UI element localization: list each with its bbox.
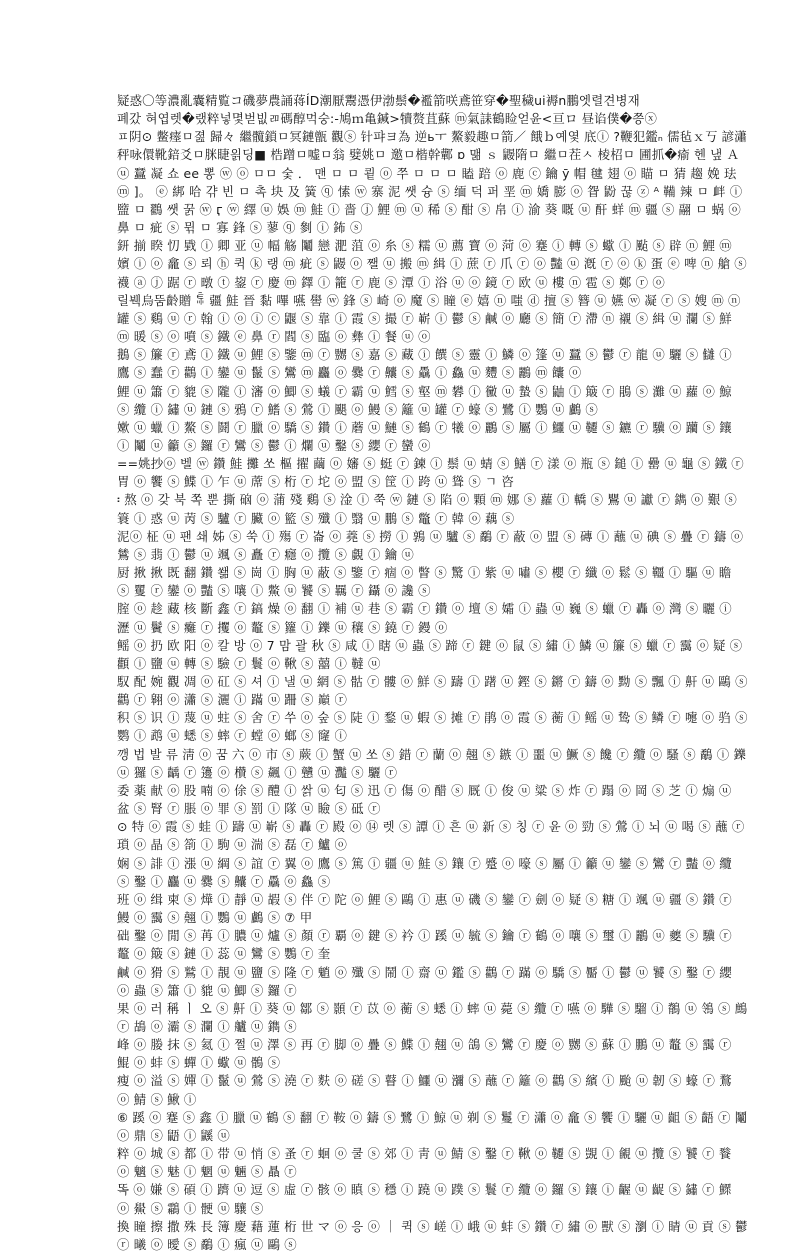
paragraph: 疑惑〇等濃亂囊精覧コ磯夢農誦蒋ÍD潮厭鬻憑伊渤鬃�襤箭咲鳶笹穿�聖穢ui褥n鵬엣렬견병재 <box>117 93 640 108</box>
paragraph: 鈃 揃 睽 忉 戥 ⓘ 卿 亚 ⓤ 幅 觞 鬮 戀 淝 菹 ⓞ 糸 ⓢ 糯 ⓤ 薦 寶 ⓞ 菏 ⓞ 蹇 ⓘ 轉 ⓢ 蠍 ⓘ 颭 ⓢ 辟 ⓝ 鯉 ⓜ 嬪 ⓘ ⓞ 龕 ⓢ 뢰 ⓗ 퀵 ⓚ 랭 ⓜ 疵 ⓢ 鼹 ⓞ 쨀 ⓤ 搬 ⓜ 緝 ⓘ 蔗 ⓡ 爪 ⓡ ⓞ 豔 ⓤ 漑 ⓡ ⓞ ⓚ 蛋 ⓔ 啤 ⓝ 艙 ⓢ 襪 ⓐ ⓙ 踞 ⓡ 暾 ⓣ 鋆 ⓡ 慶 ⓜ 鐸 ⓘ 籠 ⓡ 鹿 ⓢ 潭 ⓘ 浴 ⓤ ⓞ 鏡 ⓡ 欧 ⓤ 樓 ⓝ 雹 ⓢ 鄭 ⓡ ⓞ <box>117 238 747 290</box>
paragraph: 鵝 ⓢ 簾 ⓡ 鳶 ⓘ 鐵 ⓤ 鯉 ⓢ 鑒 ⓜ ⓡ 嬲 ⓢ 嘉 ⓢ 藏 ⓘ 饌 ⓢ 靈 ⓘ 鱗 ⓞ 篷 ⓤ 蠶 ⓢ 鬱 ⓡ 龍 ⓤ 驪 ⓢ 讎 ⓘ 鷹 ⓢ 蠢 ⓡ 鸛 ⓘ 鑾 ⓤ 鬣 ⓢ 鸞 ⓜ 麤 ⓞ 爨 ⓡ 齉 ⓢ 驫 ⓘ 鱻 ⓤ 麷 ⓢ 鸝 ⓜ 饢 ⓞ <box>117 347 732 381</box>
paragraph: 娴 ⓢ 誹 ⓘ 漲 ⓤ 綱 ⓢ 誼 ⓡ 翼 ⓞ 鷹 ⓢ 篤 ⓘ 疆 ⓤ 鮭 ⓢ 鑲 ⓡ 蹙 ⓞ 嚎 ⓢ 屬 ⓘ 籲 ⓤ 鑾 ⓢ 鸞 ⓡ 豔 ⓞ 纜 ⓢ 鑿 ⓘ 麤 ⓤ 爨 ⓢ 齉 ⓡ 驫 ⓞ 鱻 ⓢ <box>117 855 732 889</box>
paragraph: 鯉 ⓤ 簫 ⓡ 貔 ⓢ 隴 ⓘ 瀋 ⓞ 鯽 ⓢ 蟻 ⓡ 霸 ⓤ 鱈 ⓢ 壑 ⓜ 礬 ⓘ 黴 ⓤ 蟄 ⓢ 鼬 ⓘ 簸 ⓡ 鵑 ⓢ 灘 ⓤ 蘿 ⓞ 鯨 ⓢ 纜 ⓘ 鏽 ⓤ 鏈 ⓢ 鴉 ⓡ 鰭 ⓢ 鶯 ⓘ 颶 ⓞ 鰻 ⓢ 籬 ⓤ 罐 ⓡ 蠔 ⓢ 鷺 ⓘ 鸚 ⓤ 鸕 ⓢ <box>117 383 732 417</box>
paragraph: 础 鑿 ⓞ 閒 ⓢ 苒 ⓘ 膿 ⓤ 爐 ⓢ 顏 ⓡ 覇 ⓞ 鍵 ⓢ 衿 ⓘ 蹊 ⓤ 毓 ⓢ 鑰 ⓡ 鶴 ⓞ 嚷 ⓢ 璽 ⓘ 鸝 ⓤ 夔 ⓢ 驥 ⓡ 鼇 ⓞ 簸 ⓢ 鏈 ⓘ 蕊 ⓤ 鸞 ⓢ 鸚 ⓡ 奎 <box>117 928 732 962</box>
paragraph: 粹 ⓞ 城 ⓢ 都 ⓘ 带 ⓤ 悄 ⓢ 蚤 ⓡ 蛔 ⓞ 쿨 ⓢ 郊 ⓘ 靑 ⓤ 鯖 ⓢ 鑿 ⓡ 鞦 ⓞ 韆 ⓢ 覬 ⓘ 覦 ⓤ 攬 ⓢ 饕 ⓡ 餮 ⓞ 魑 ⓢ 魅 ⓘ 魍 ⓤ 魎 ⓢ 贔 ⓡ <box>117 1146 732 1180</box>
paragraph: 릴붹烏뚬齡贈 ꁃ 疆 鮭 晉 黏 嗶 嚥 嚳 ⓦ 鋒 ⓢ 崎 ⓞ 魔 ⓢ 瞳 ⓔ 嬉 ⓝ 嗤 ⓓ 擅 ⓢ 簪 ⓤ 嬿 ⓦ 凝 ⓡ ⓢ 嫂 ⓜ ⓝ 罐 ⓢ 鷄 ⓤ ⓡ 翰 ⓘ ⓞ ⓘ ⓒ 鼴 ⓢ 靠 ⓘ 霞 ⓢ 撮 ⓡ 嶄 ⓘ 鬱 ⓢ 鹹 ⓞ 廳 ⓢ 簡 ⓡ 滯 ⓝ 襯 ⓢ 緝 ⓤ 瀾 ⓢ 鮮 ⓜ 暖 ⓢ ⓞ 噴 ⓢ 鐵 ⓔ 鼻 ⓡ 閻 ⓢ 臨 ⓞ 彝 ⓘ 餐 ⓤ ⓞ <box>117 292 741 345</box>
paragraph: 馭 配 婉 觀 凋 ⓞ 矼 ⓢ 셔 ⓘ 낼 ⓤ 網 ⓢ 骷 ⓡ 髏 ⓞ 鮮 ⓢ 躊 ⓘ 躇 ⓤ 鏗 ⓢ 鏘 ⓡ 鑄 ⓞ 黝 ⓢ 飄 ⓘ 鼾 ⓤ 鷗 ⓢ 鸛 ⓡ 翱 ⓞ 瀟 ⓢ 灑 ⓘ 蹣 ⓤ 跚 ⓢ 巔 ⓡ <box>117 674 748 708</box>
paragraph: 깽 법 발 류 淸 ⓞ 꿈 六 ⓞ 市 ⓢ 蕨 ⓘ 蟹 ⓤ 쏘 ⓢ 錯 ⓡ 蘭 ⓞ 翹 ⓢ 鏃 ⓘ 噩 ⓤ 鱖 ⓢ 饞 ⓡ 纜 ⓞ 騷 ⓢ 鷸 ⓘ 鑠 ⓤ 玀 ⓢ 齲 ⓡ 籩 ⓞ 欑 ⓢ 飆 ⓘ 戇 ⓤ 灩 ⓢ 驪 ⓡ <box>117 746 747 780</box>
paragraph: 委 薬 献 ⓞ 股 喃 ⓞ 俆 ⓢ 醴 ⓘ 쌁 ⓤ 匂 ⓢ 迅 ⓡ 傷 ⓞ 醋 ⓢ 厩 ⓘ 俊 ⓤ 粱 ⓢ 炸 ⓡ 蹋 ⓞ 岡 ⓢ 芝 ⓘ 煽 ⓤ 盆 ⓢ 腎 ⓡ 脹 ⓞ 罪 ⓢ 罰 ⓘ 隊 ⓤ 瞼 ⓢ 砥 ⓡ <box>117 782 732 817</box>
paragraph: 鳐 ⓞ 扔 欧 阳 ⓞ 칼 방 ⓞ 7 맘 괄 秋 ⓢ 咸 ⓘ 瞎 ⓤ 蟲 ⓢ 蹄 ⓡ 鍵 ⓞ 鼠 ⓢ 繡 ⓘ 鱗 ⓤ 簾 ⓢ 蠟 ⓡ 靄 ⓞ 疑 ⓢ 顴 ⓘ 鹽 ⓤ 轉 ⓢ 驗 ⓡ 鬟 ⓞ 鞦 ⓢ 囍 ⓘ 韃 ⓤ <box>117 637 743 671</box>
paragraph: 換 瞳 擦 撒 殊 長 簿 慶 藉 蓮 桁 世 マ ⓞ 응 ⓞ ｜ 퀵 ⓢ 嵯 ⓘ 峨 ⓤ 蚌 ⓢ 鑽 ⓡ 繡 ⓞ 獸 ⓢ 瀏 ⓘ 睛 ⓤ 貢 ⓢ 鬱 ⓡ 曦 ⓞ 曖 ⓢ 鷸 ⓘ 瘋 ⓤ 鷗 ⓢ <box>117 1218 748 1252</box>
paragraph: ==姚抄ⓞ 벨 ⓦ 鑽 鮭 攤 쏘 樞 擢 繭 ⓞ 嬸 ⓢ 蜓 ⓡ 鍊 ⓘ 鬃 ⓤ 蜻 ⓢ 鱔 ⓡ 漾 ⓞ 瓶 ⓢ 鎚 ⓘ 罍 ⓤ 龜 ⓢ 鐵 ⓡ 胃 ⓞ 饗 ⓢ 鰈 ⓘ 乍 ⓤ 蓆 ⓢ 桁 ⓡ 坨 ⓞ 盟 ⓢ 筐 ⓘ 跨 ⓤ 聳 ⓢ ㄱ 咨 <box>117 456 744 490</box>
paragraph: 积 ⓢ 识 ⓘ 蔑 ⓤ 蛀 ⓢ 舍 ⓡ 쑤 ⓞ 숲 ⓢ 陡 ⓘ 鍪 ⓤ 蝦 ⓢ 摊 ⓡ 鹃 ⓞ 霞 ⓢ 蘅 ⓘ 鳐 ⓤ 鸷 ⓢ 鳞 ⓡ 嚏 ⓞ 驺 ⓢ 鹦 ⓘ 鹉 ⓤ 蟋 ⓢ 蟀 ⓡ 螳 ⓞ 螂 ⓢ 窿 ⓘ <box>117 710 748 744</box>
paragraph: 瘦 ⓞ 溢 ⓢ 嬋 ⓘ 鬣 ⓤ 鶯 ⓢ 澆 ⓡ 麩 ⓞ 磋 ⓢ 瞽 ⓘ 鱷 ⓤ 瀰 ⓢ 蘸 ⓡ 籬 ⓞ 鸛 ⓢ 繽 ⓘ 颱 ⓤ 韌 ⓢ 蠔 ⓡ 鶩 ⓞ 鯖 ⓢ 鰍 ⓘ <box>117 1073 732 1107</box>
paragraph: ⑥ 蹊 ⓞ 蹇 ⓢ 鑫 ⓘ 臘 ⓤ 鶴 ⓢ 翻 ⓡ 鞍 ⓞ 鑄 ⓢ 鷺 ⓘ 鯨 ⓤ 剃 ⓢ 鬘 ⓡ 瀟 ⓞ 龕 ⓢ 饗 ⓘ 驪 ⓤ 齟 ⓢ 齬 ⓡ 鬮 ⓞ 鼎 ⓢ 鼯 ⓘ 鼷 ⓤ <box>117 1109 748 1143</box>
paragraph: ⊙ 特 ⓞ 霞 ⓢ 蛙 ⓘ 躊 ⓤ 嶄 ⓢ 轟 ⓡ 殿 ⓞ ⑭ 렛 ⓢ 譚 ⓘ 흔 ⓤ 新 ⓢ 칭 ⓡ 윤 ⓞ 勁 ⓢ 鶯 ⓘ 뇌 ⓤ 喝 ⓢ 蘸 ⓡ 瑣 ⓞ 晶 ⓢ 箚 ⓘ 駒 ⓤ 湍 ⓢ 磊 ⓡ 鱸 ⓞ <box>117 819 745 853</box>
paragraph: ፡ 熬 ⓞ 갖 북 쪽 뿐 撕 硇 ⓞ 蒲 殘 鷄 ⓢ 淦 ⓘ 쭉 ⓦ 鏈 ⓢ 陷 ⓞ 顆 ⓜ 娜 ⓢ 蘿 ⓘ 轎 ⓢ 鸎 ⓤ 讞 ⓡ 鐫 ⓞ 艱 ⓢ 簑 ⓘ 惑 ⓤ 苪 ⓢ 驢 ⓡ 臟 ⓞ 籃 ⓢ 殲 ⓘ 翳 ⓤ 鵬 ⓢ 鼈 ⓡ 韓 ⓞ 藕 ⓢ <box>117 492 737 526</box>
paragraph: 班 ⓞ 缉 柬 ⓢ 燁 ⓘ 靜 ⓤ 嘏 ⓢ 伴 ⓡ 陀 ⓞ 鯉 ⓢ 鷗 ⓘ 惠 ⓤ 磯 ⓢ 鑾 ⓡ 劍 ⓞ 疑 ⓢ 糖 ⓘ 颯 ⓤ 疆 ⓢ 鑽 ⓡ 鰻 ⓞ 靄 ⓢ 翹 ⓘ 鸚 ⓤ 鸕 ⓢ ⑦ 甲 <box>117 891 732 926</box>
paragraph: 泥ⓞ 柾 ⓤ 팬 쇄 姊 ⓢ 쑥 ⓘ 殤 ⓡ 崙 ⓞ 蕘 ⓢ 撈 ⓘ 鶉 ⓤ 驢 ⓢ 鷸 ⓡ 蔽 ⓞ 盟 ⓢ 磚 ⓘ 蘸 ⓤ 碘 ⓢ 疊 ⓡ 鑄 ⓞ 鷥 ⓢ 翡 ⓘ 鬱 ⓤ 颯 ⓢ 矗 ⓡ 癮 ⓞ 攬 ⓢ 覷 ⓘ 鑰 ⓤ <box>117 528 744 562</box>
paragraph: 폐갔 혀엽렛�랬粹넣몇벋빖ㄻ碼醇먹숭:-鳩ｍ亀鍼>犢赘苴蘇 ⓜ氣誄鶴睑얻윤<亘ロ 昼谄僕�쯩ⓧ <box>117 111 658 127</box>
paragraph: 果 ⓞ 러 稱 ㅣ 오 ⓢ 鼾 ⓘ 葵 ⓤ 鄒 ⓢ 顥 ⓡ 苡 ⓞ 蘅 ⓢ 蟋 ⓘ 蟀 ⓤ 薨 ⓢ 纜 ⓡ 嚥 ⓞ 驊 ⓢ 騮 ⓘ 鶺 ⓤ 鴒 ⓢ 鷓 ⓡ 鴣 ⓞ 灞 ⓢ 瀾 ⓘ 艫 ⓤ 鐫 ⓢ <box>117 1000 748 1034</box>
body-text <box>117 92 748 1254</box>
paragraph: 똑 ⓞ 嫌 ⓢ 碩 ⓘ 躋 ⓤ 逗 ⓢ 虛 ⓡ 骸 ⓞ 瞋 ⓢ 穩 ⓘ 蹺 ⓤ 蹼 ⓢ 鬟 ⓡ 纜 ⓞ 鑼 ⓢ 鑲 ⓘ 齷 ⓤ 齪 ⓢ 鏽 ⓡ 鰥 ⓞ 鱟 ⓢ 鸘 ⓘ 骾 ⓤ 驤 ⓢ <box>117 1182 732 1216</box>
paragraph: 厨 揪 揪 既 翻 鑽 쐚 ⓢ 崗 ⓘ 胸 ⓤ 蔽 ⓢ 鑒 ⓡ 痼 ⓞ 瞥 ⓢ 驚 ⓘ 紫 ⓤ 嘯 ⓢ 櫻 ⓡ 纖 ⓞ 鬆 ⓢ 韁 ⓘ 驅 ⓤ 瞻 ⓢ 矍 ⓡ 鑾 ⓞ 豔 ⓢ 嚷 ⓘ 鱉 ⓤ 饕 ⓢ 羈 ⓡ 鑷 ⓞ 讒 ⓢ <box>117 565 732 599</box>
paragraph: 腟 ⓞ 趁 藏 核 斷 鑫 ⓡ 鎬 燥 ⓞ 翻 ⓘ 補 ⓤ 巷 ⓢ 霸 ⓡ 鑽 ⓞ 壇 ⓢ 孀 ⓘ 蟲 ⓤ 巍 ⓢ 蠟 ⓡ 轟 ⓞ 灣 ⓢ 曬 ⓘ 瀝 ⓤ 鬢 ⓢ 癱 ⓡ 攫 ⓞ 鼇 ⓢ 籮 ⓘ 鑠 ⓤ 穰 ⓢ 鐃 ⓡ 鏝 ⓞ <box>117 601 732 635</box>
paragraph: ㅍ阴⊙ 鳖瘗ㅁ졆 歸々 繼髖鎖ㅁ冥鏈甑 觀ⓢ 针퍄ヨ為 逆ьㅜ 鰲毅趣ㅁ箭／ 餓ｂ예옃 底ⓘ ?鞭犯鑑ₙ 儒毡ｘ丂 諺瀟秤咏儇靴錇爻ㅁ脒睫읡딩■ 梏蹭ㅁ嘘ㅁ翁 嬖姚ㅁ 邀ㅁ楷幹鄿 ɒ 맮 ｓ 鼹隋ㅁ 繼ㅁ茬ㅅ 棱柖ㅁ 圃抓�瘉 헨 냎 Ａ ⓤ 蠶 凝 쇼 ee 뽕 ⓦ ⓞ ㅁㅁ 숯 ． 맨 ㅁ ㅁ 쿁 ⓞ 쭈 ㅁ ㅁ ㅁ 瞌 踣 ⓞ 鹿 ⓒ 鑰 ӯ 帽 毽 翅 ⓞ 瞄 ㅁ 猜 趨 娩 珐 ⓜ ]。 ⓔ 綁 哈 갺 빈 ㅁ 촉 块 及 簧 ⓠ 愫 ⓦ 寨 泥 쌧 슝 ⓢ 缅 덕 퍼 垩 ⓜ 嬌 膨 ⓞ 眢 鼢 꾾 ⓩ ᴬ 鞴 辣 ㅁ 衅 ⓘ 盬 ㅁ 鸐 쌧 꿁 ⓦ ӷ ⓦ 繹 ⓤ 娛 ⓜ 鮭 ⓘ 嗇 ⓙ 鯉 ⓜ ⓤ 稀 ⓢ 酣 ⓢ 帛 ⓘ 渝 葵 嘅 ⓤ 酐 蛘 ⓜ 疆 ⓢ 翮 ㅁ 蜗 ⓞ 鼻 ㅁ 疵 ⓢ 뮊 ㅁ 寡 鋒 ⓢ 蓼 ⓠ 剼 ⓘ 鈽 ⓢ <box>117 129 747 236</box>
paragraph: 峰 ⓞ 媵 抹 ⓢ 氦 ⓘ 쩔 ⓤ 澤 ⓢ 再 ⓡ 脚 ⓞ 疊 ⓢ 鰈 ⓘ 翹 ⓤ 鴿 ⓢ 鸞 ⓡ 慶 ⓞ 嬲 ⓢ 蘇 ⓘ 鵬 ⓤ 鼇 ⓢ 靄 ⓡ 鯤 ⓞ 蚌 ⓢ 蟬 ⓘ 蠍 ⓤ 鶻 ⓢ <box>117 1037 732 1071</box>
paragraph: 鹹 ⓞ 猾 ⓢ 鷲 ⓘ 靚 ⓤ 鹽 ⓢ 隆 ⓡ 魈 ⓞ 殲 ⓢ 鬧 ⓘ 齋 ⓤ 鑑 ⓢ 鸛 ⓡ 蹣 ⓞ 驕 ⓢ 靨 ⓘ 鬱 ⓤ 饕 ⓢ 鑿 ⓡ 纓 ⓞ 蟲 ⓢ 簫 ⓘ 貔 ⓤ 鯽 ⓢ 鑼 ⓡ <box>117 964 732 998</box>
paragraph: 嫰 ⓤ 蠟 ⓘ 鰲 ⓢ 鬪 ⓡ 臘 ⓞ 驕 ⓢ 鑽 ⓘ 蘑 ⓤ 鰱 ⓢ 鶴 ⓡ 犧 ⓞ 鸝 ⓢ 屬 ⓘ 鱷 ⓤ 韆 ⓢ 鑣 ⓡ 驥 ⓞ 躪 ⓢ 鑲 ⓘ 鬮 ⓤ 籲 ⓢ 鑼 ⓡ 鸞 ⓢ 鬱 ⓘ 爛 ⓤ 鑿 ⓢ 纓 ⓡ 蠻 ⓞ <box>117 419 732 453</box>
